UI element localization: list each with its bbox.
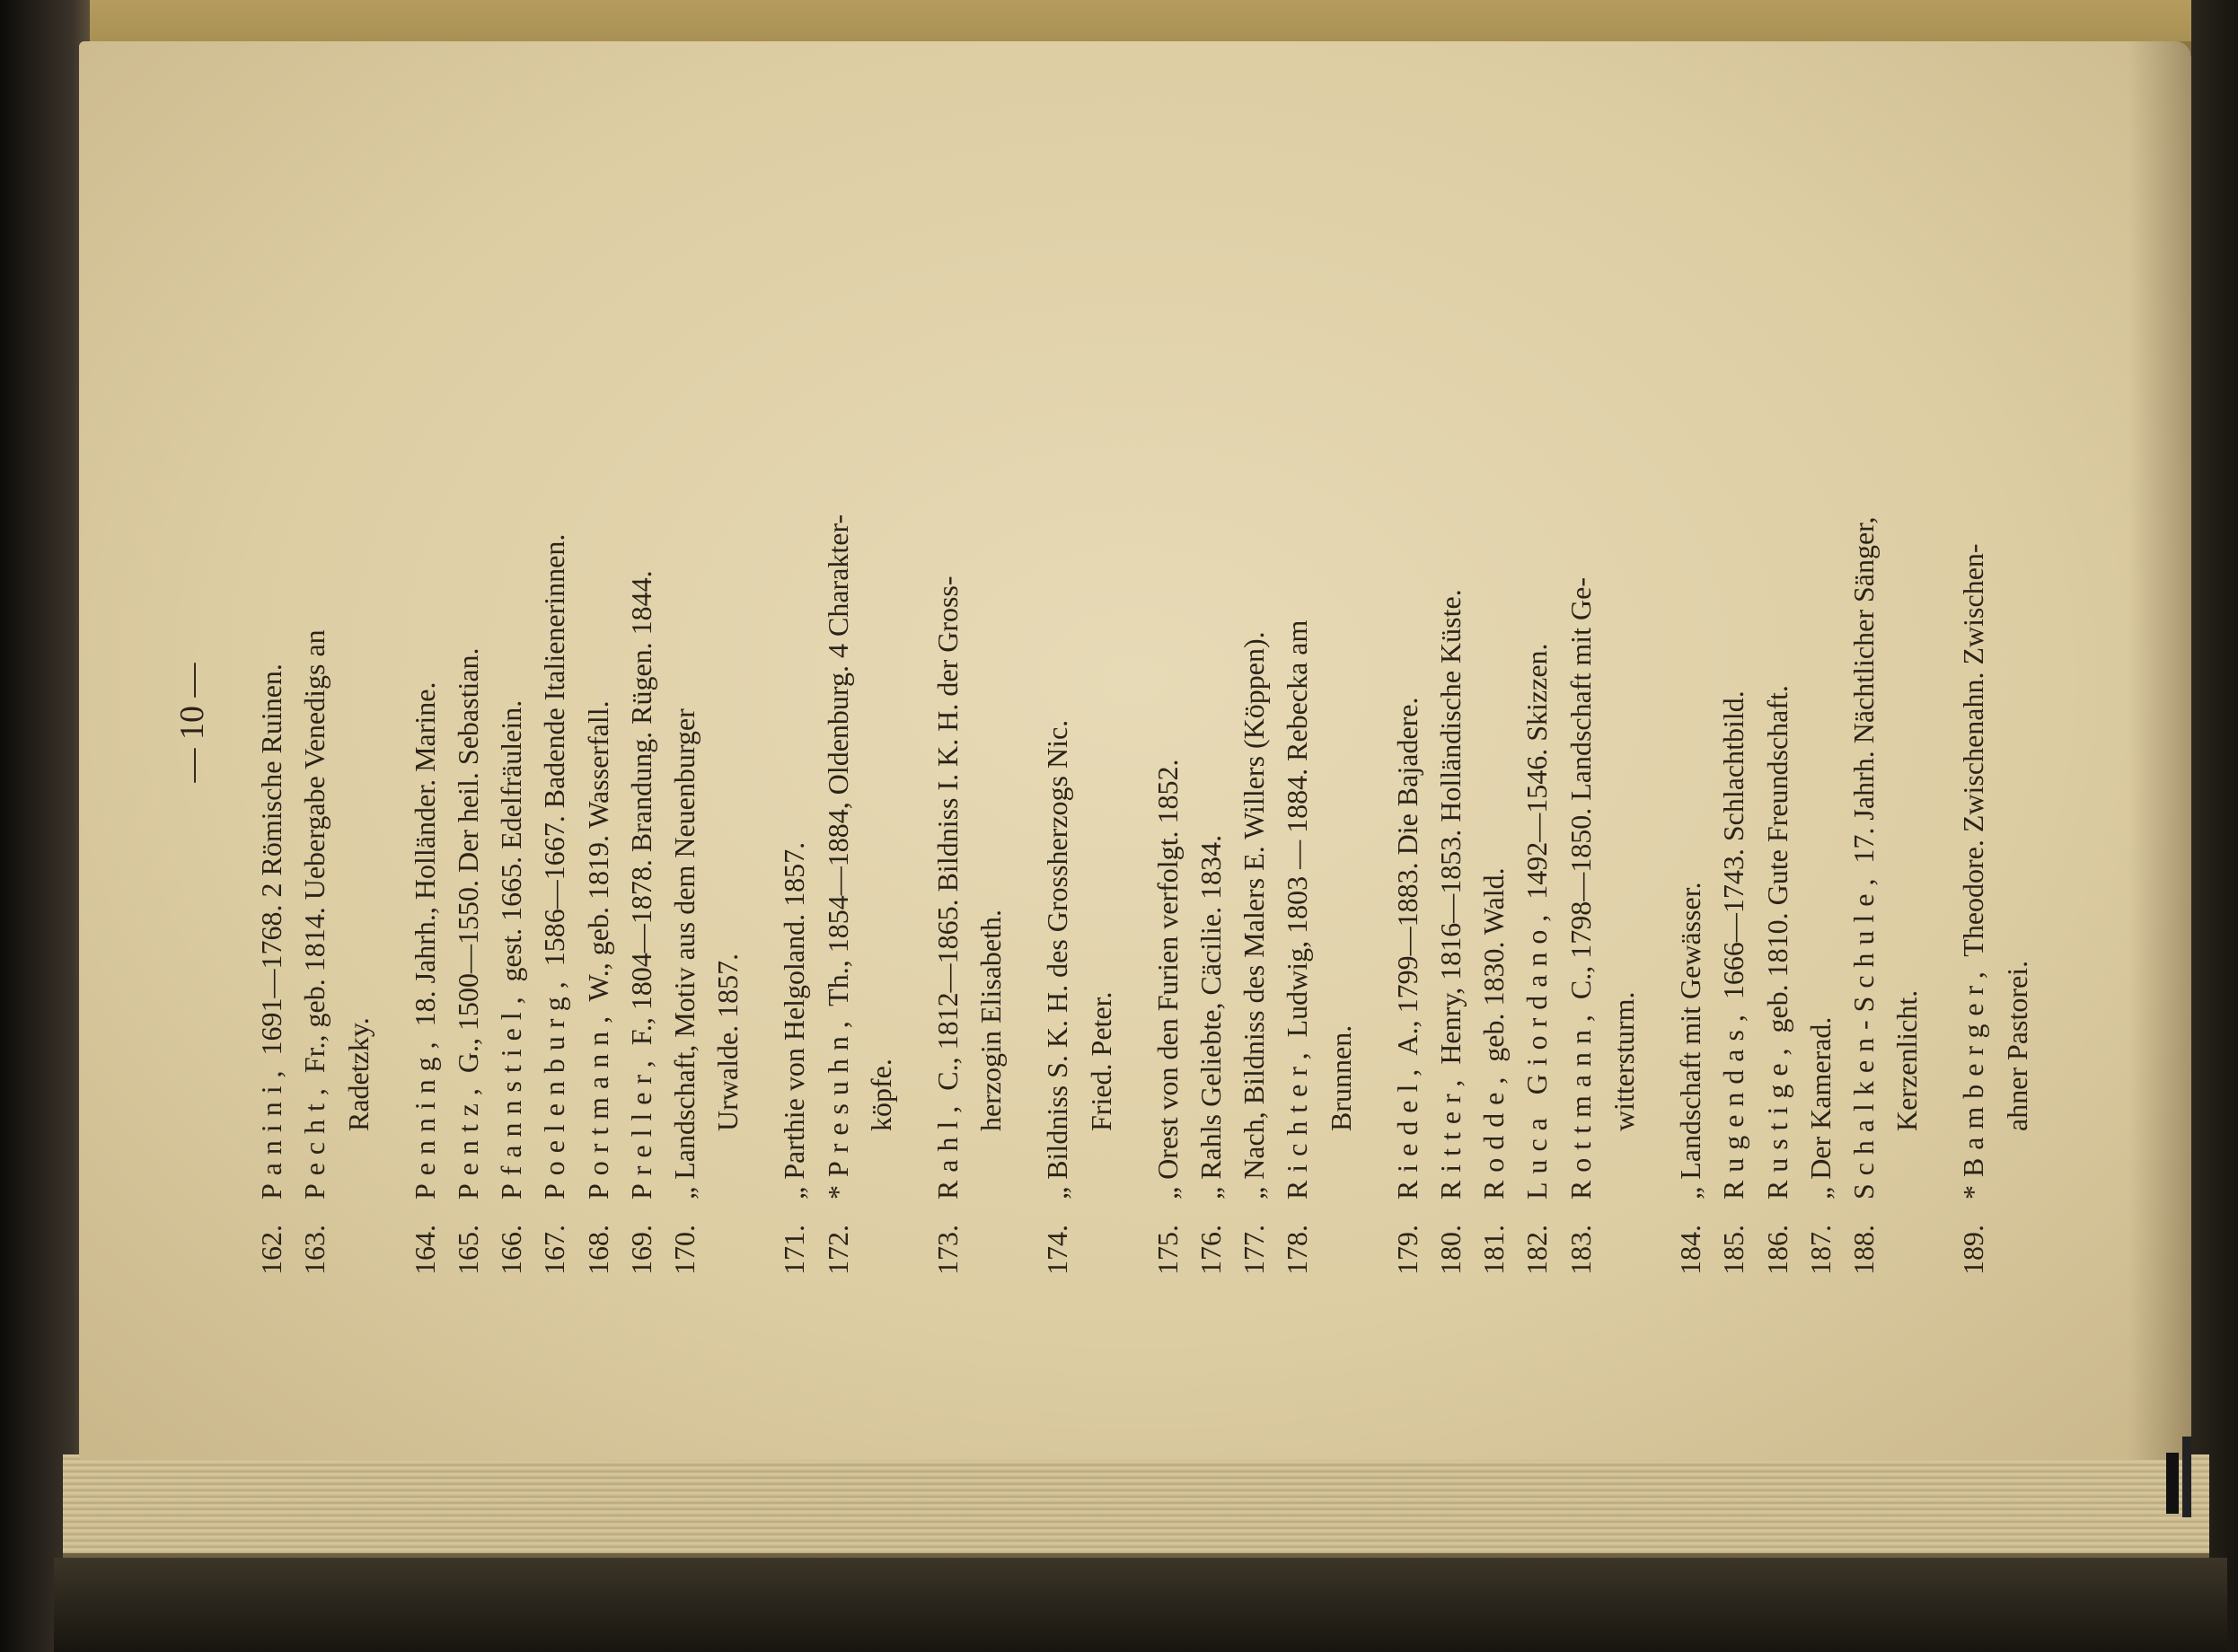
catalog-entry (663, 36, 706, 1275)
artist-name: Richter, (1281, 1044, 1314, 1199)
page-stack-edge (63, 1454, 2209, 1558)
entry-number: 178. (1281, 1225, 1314, 1275)
book-cover-base (54, 1558, 2227, 1652)
scanner-background-right (2191, 0, 2238, 1652)
catalog-entry (1669, 36, 1712, 1275)
rotated-text-block (171, 36, 2128, 1275)
catalog-entry (489, 36, 533, 1275)
entry-description: A., 1799—1883. Die Bajadere. (1390, 697, 1423, 1061)
catalog-entry (1232, 36, 1275, 1275)
entry-number: 182. (1520, 1225, 1554, 1275)
gutter-shadow (2128, 41, 2191, 1460)
entry-number: 186. (1760, 1225, 1793, 1275)
catalog-entry (577, 36, 620, 1275)
artist-name: Riedel, (1390, 1060, 1423, 1199)
catalog-entry (1146, 36, 1189, 1275)
entry-description: Nach, Bildniss des Malers E. Willers (Köppen). (1238, 631, 1271, 1187)
catalog-entry (1952, 36, 1995, 1275)
entry-number: 168. (581, 1225, 614, 1275)
catalog-entry (772, 36, 815, 1275)
page-marker-tab-2 (2182, 1437, 2191, 1517)
entry-continuation: ahner Pastorei. (2000, 960, 2033, 1131)
catalog-entry (620, 36, 663, 1275)
catalog-entry (1842, 36, 1885, 1275)
entry-continuation: Kerzenlicht. (1890, 989, 1924, 1131)
artist-name: *Bamberger, (1957, 963, 1990, 1199)
entry-number: 163. (298, 1225, 331, 1275)
catalog-entry (1756, 36, 1799, 1275)
entry-description: 1492—1546. Skizzen. (1520, 643, 1554, 907)
artist-name: „ (778, 1186, 811, 1199)
artist-name: „ (1041, 1186, 1074, 1199)
artist-name: „ (1150, 1186, 1184, 1199)
entry-gap (1645, 36, 1669, 1275)
entry-description: W., geb. 1819. Wasserfall. (581, 700, 614, 1008)
entry-description: Ludwig, 1803 — 1884. Rebecka am (1281, 620, 1314, 1045)
entry-continuation: herzogin Elisabeth. (974, 909, 1008, 1131)
entry-number: 181. (1477, 1225, 1511, 1275)
entry-description: 1666—1743. Schlachtbild. (1717, 690, 1750, 1007)
catalog-entry (1275, 36, 1318, 1275)
entry-description: Bildniss S. K. H. des Grossherzogs Nic. (1041, 719, 1074, 1187)
entry-continuation: Radetzky. (341, 1017, 374, 1131)
entry-number: 172. (821, 1225, 854, 1275)
artist-name: „ (1803, 1186, 1837, 1199)
catalog-entry (1799, 36, 1842, 1275)
entry-number: 188. (1846, 1225, 1880, 1275)
entry-gap (1928, 36, 1952, 1275)
artist-name: Rodde, (1477, 1068, 1511, 1199)
artist-name: Rugendas, (1717, 1006, 1750, 1199)
catalog-entry (1429, 36, 1472, 1275)
artist-name: Panini, (255, 1062, 288, 1199)
catalog-entry (1559, 36, 1602, 1275)
entry-number: 176. (1194, 1225, 1228, 1275)
entry-description: Fr., geb. 1814. Uebergabe Venedigs an (298, 629, 331, 1081)
page-number: — 10 — (173, 663, 211, 783)
catalog-entry (926, 36, 969, 1275)
entry-description: C., 1812—1865. Bildniss I. K. H. der Gross- (931, 576, 965, 1098)
artist-name: „ (1238, 1186, 1271, 1199)
entry-gap (1123, 36, 1146, 1275)
entry-gap (1362, 36, 1386, 1275)
entry-number: 171. (778, 1225, 811, 1275)
entry-number: 185. (1717, 1225, 1750, 1275)
entry-description: Orest von den Furien verfolgt. 1852. (1150, 759, 1184, 1187)
entry-number: 170. (668, 1225, 701, 1275)
entry-number: 177. (1238, 1225, 1271, 1275)
catalog-entry-list (250, 36, 2039, 1275)
artist-name: „ (1674, 1186, 1707, 1199)
entry-description: Th., 1854—1884, Oldenburg. 4 Charakter- (821, 514, 854, 1014)
catalog-entry (1712, 36, 1755, 1275)
catalog-entry (816, 36, 859, 1275)
artist-name: Rahl, (931, 1097, 965, 1199)
scanner-background-left (0, 0, 90, 1652)
entry-number: 175. (1150, 1225, 1184, 1275)
entry-number: 187. (1803, 1225, 1837, 1275)
entry-number: 180. (1434, 1225, 1467, 1275)
artist-name: Penning, (408, 1033, 441, 1199)
entry-description: geb. 1830. Wald. (1477, 867, 1511, 1069)
artist-name: *Presuhn, (821, 1013, 854, 1199)
artist-name: Portmann, (581, 1007, 614, 1199)
entry-continuation: Urwalde. 1857. (711, 953, 745, 1131)
entry-description: Landschaft, Motiv aus dem Neuenburger (668, 708, 701, 1187)
entry-continuation: köpfe. (864, 1059, 897, 1131)
entry-description: Henry, 1816—1853. Holländische Küste. (1434, 589, 1467, 1072)
entry-description: G., 1500—1550. Der heil. Sebastian. (452, 647, 485, 1081)
entry-number: 179. (1390, 1225, 1423, 1275)
artist-name: Pentz, (452, 1080, 485, 1199)
entry-description: Parthie von Helgoland. 1857. (778, 841, 811, 1187)
entry-description: 18. Jahrh., Holländer. Marine. (408, 681, 441, 1034)
artist-name: Pecht, (298, 1080, 331, 1199)
entry-continuation: wittersturm. (1607, 991, 1640, 1131)
artist-name: Schalken-Schule, (1846, 870, 1880, 1199)
catalog-entry (403, 36, 446, 1275)
entry-description: Rahls Geliebte, Cäcilie. 1834. (1194, 834, 1228, 1187)
catalog-entry (1035, 36, 1079, 1275)
page-marker-tab (2166, 1453, 2179, 1514)
entry-number: 174. (1041, 1225, 1074, 1275)
catalog-entry (1189, 36, 1232, 1275)
artist-name: „ (1194, 1186, 1228, 1199)
artist-name: Rottmann, (1564, 1006, 1597, 1199)
catalog-entry (293, 36, 336, 1275)
entry-number: 164. (408, 1225, 441, 1275)
entry-gap (1012, 36, 1035, 1275)
artist-name: Pfannstiel, (495, 989, 528, 1199)
catalog-entry (250, 36, 293, 1275)
artist-name: Luca Giordano, (1520, 906, 1554, 1199)
entry-number: 184. (1674, 1225, 1707, 1275)
catalog-entry (1386, 36, 1429, 1275)
entry-number: 189. (1957, 1225, 1990, 1275)
artist-name: Poelenburg, (538, 973, 571, 1199)
entry-description: C., 1798—1850. Landschaft mit Ge- (1564, 577, 1597, 1007)
catalog-entry (1515, 36, 1558, 1275)
artist-name: „ (668, 1186, 701, 1199)
catalog-entry (533, 36, 576, 1275)
entry-description: geb. 1810. Gute Freundschaft. (1760, 685, 1793, 1041)
artist-name: Rustige, (1760, 1040, 1793, 1199)
entry-number: 173. (931, 1225, 965, 1275)
entry-gap (749, 36, 772, 1275)
catalog-entry (446, 36, 489, 1275)
entry-number: 183. (1564, 1225, 1597, 1275)
artist-name: Ritter, (1434, 1071, 1467, 1199)
entry-description: Theodore. Zwischenahn. Zwischen- (1957, 543, 1990, 964)
entry-description: Der Kamerad. (1803, 1016, 1837, 1187)
entry-description: Landschaft mit Gewässer. (1674, 882, 1707, 1187)
entry-description: F., 1804—1878. Brandung. Rügen. 1844. (624, 570, 657, 1053)
entry-description: 1691—1768. 2 Römische Ruinen. (255, 663, 288, 1063)
entry-number: 165. (452, 1225, 485, 1275)
entry-description: 17. Jahrh. Nächtlicher Sänger, (1846, 516, 1880, 871)
artist-name: Preller, (624, 1052, 657, 1199)
entry-continuation: Brunnen. (1324, 1024, 1357, 1131)
entry-number: 169. (624, 1225, 657, 1275)
entry-description: 1586—1667. Badende Italienerinnen. (538, 533, 571, 974)
entry-gap (380, 36, 403, 1275)
entry-description: gest. 1665. Edelfräulein. (495, 699, 528, 989)
entry-number: 166. (495, 1225, 528, 1275)
entry-gap (903, 36, 926, 1275)
entry-number: 162. (255, 1225, 288, 1275)
catalog-entry (1472, 36, 1515, 1275)
entry-number: 167. (538, 1225, 571, 1275)
entry-continuation: Fried. Peter. (1084, 991, 1117, 1131)
